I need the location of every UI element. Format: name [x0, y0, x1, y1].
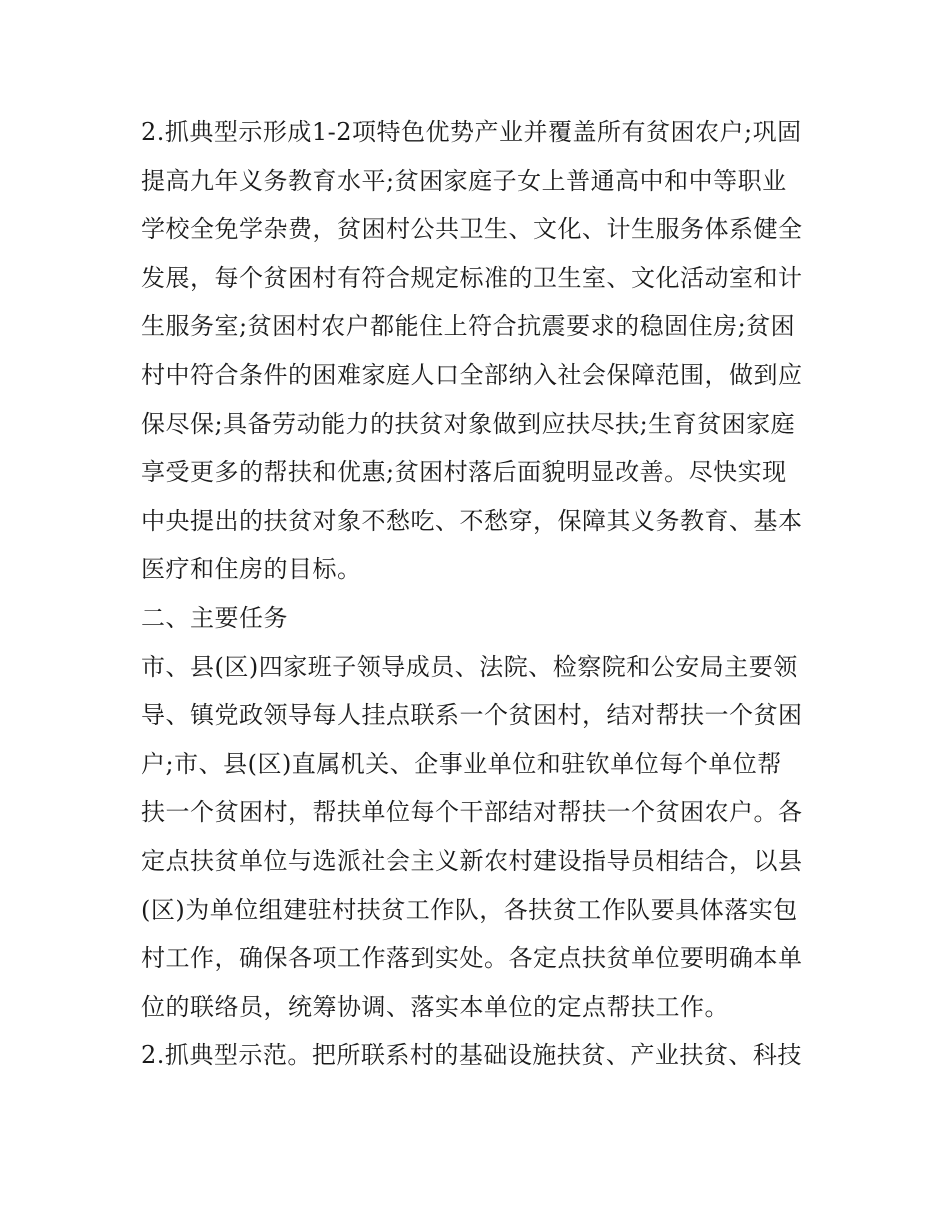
text-line: 提高九年义务教育水平;贫困家庭子女上普通高中和中等职业 — [141, 166, 787, 195]
text-line: 保尽保;具备劳动能力的扶贫对象做到应扶尽扶;生育贫困家庭 — [141, 409, 796, 438]
text-line: 2.抓典型示形成1-2项特色优势产业并覆盖所有贫困农户;巩固 — [141, 118, 802, 146]
text-line: 村工作，确保各项工作落到实处。各定点扶贫单位要明确本单 — [141, 944, 803, 973]
text-line: 发展，每个贫困村有符合规定标准的卫生室、文化活动室和计 — [141, 263, 803, 292]
text-line: 2.抓典型示范。把所联系村的基础设施扶贫、产业扶贫、科技 — [141, 1041, 802, 1070]
text-line: 生服务室;贫困村农户都能住上符合抗震要求的稳固住房;贫困 — [141, 312, 796, 341]
text-line: 户;市、县(区)直属机关、企事业单位和驻钦单位每个单位帮 — [141, 749, 782, 778]
text-line: 定点扶贫单位与选派社会主义新农村建设指导员相结合，以县 — [141, 846, 803, 875]
section-heading: 二、主要任务 — [141, 603, 288, 632]
text-line: 扶一个贫困村，帮扶单位每个干部结对帮扶一个贫困农户。各 — [141, 798, 803, 827]
text-line: (区)为单位组建驻村扶贫工作队，各扶贫工作队要具体落实包 — [141, 895, 798, 924]
text-line: 村中符合条件的困难家庭人口全部纳入社会保障范围，做到应 — [141, 360, 803, 389]
document-body — [141, 108, 821, 1080]
text-line: 享受更多的帮扶和优惠;贫困村落后面貌明显改善。尽快实现 — [141, 458, 787, 487]
text-line: 市、县(区)四家班子领导成员、法院、检察院和公安局主要领 — [141, 652, 798, 681]
text-line: 中央提出的扶贫对象不愁吃、不愁穿，保障其义务教育、基本 — [141, 506, 803, 535]
text-line: 位的联络员，统筹协调、落实本单位的定点帮扶工作。 — [141, 992, 729, 1021]
text-line: 导、镇党政领导每人挂点联系一个贫困村，结对帮扶一个贫困 — [141, 701, 803, 730]
text-line: 医疗和住房的目标。 — [141, 555, 362, 584]
text-line: 学校全免学杂费，贫困村公共卫生、文化、计生服务体系健全 — [141, 215, 803, 244]
